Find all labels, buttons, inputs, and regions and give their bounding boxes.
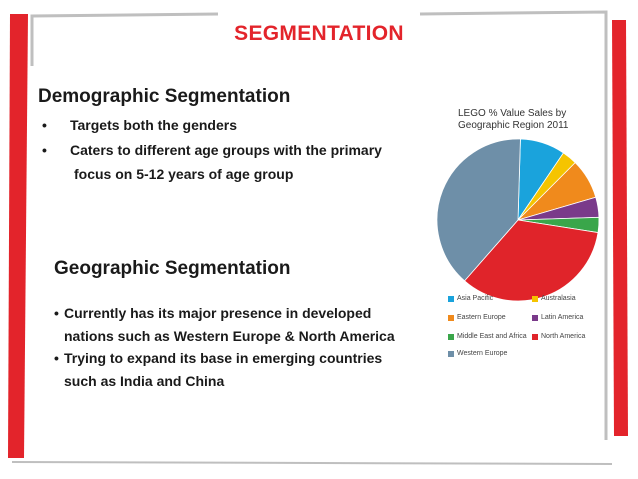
legend-item-asia-pacific xyxy=(448,295,493,302)
demographic-bullet-mark-2: • xyxy=(42,142,47,158)
legend-label: Latin America xyxy=(541,314,584,321)
chart-title-line-2: Geographic Region 2011 xyxy=(458,120,569,131)
chart-title-line-1: LEGO % Value Sales by xyxy=(458,108,567,119)
geographic-bullet-mark-1: • xyxy=(54,305,59,321)
legend-swatch xyxy=(448,334,454,340)
legend-item-latin-america xyxy=(532,314,583,321)
legend-label: Eastern Europe xyxy=(457,314,506,321)
demographic-bullet-2-cont: focus on 5-12 years of age group xyxy=(74,166,294,182)
legend-swatch xyxy=(448,351,454,357)
chart-title xyxy=(458,108,568,132)
legend-item-north-america xyxy=(532,333,585,340)
frame-top-left-red xyxy=(8,14,28,458)
geographic-bullet-1-cont: nations such as Western Europe & North America xyxy=(64,328,395,344)
demographic-heading: Demographic Segmentation xyxy=(38,86,291,107)
legend-label: Middle East and Africa xyxy=(457,333,527,340)
legend-label: Asia Pacific xyxy=(457,295,494,302)
pie-chart xyxy=(424,134,624,334)
legend-swatch xyxy=(532,296,538,302)
geographic-bullet-1: Currently has its major presence in developed xyxy=(64,305,372,321)
legend-label: Australasia xyxy=(541,295,576,302)
legend-item-middle-east-and-africa xyxy=(448,333,527,340)
geographic-bullet-mark-2: • xyxy=(54,350,59,366)
frame-bottom-gray xyxy=(12,462,612,464)
legend-swatch xyxy=(448,296,454,302)
slide-title: SEGMENTATION xyxy=(234,22,404,45)
legend-item-eastern-europe xyxy=(448,314,506,321)
geographic-heading: Geographic Segmentation xyxy=(54,258,291,279)
geographic-bullet-2-cont: such as India and China xyxy=(64,373,225,389)
demographic-bullet-mark-1: • xyxy=(42,117,47,133)
legend-label: Western Europe xyxy=(457,350,508,357)
legend-swatch xyxy=(532,334,538,340)
legend-label: North America xyxy=(541,333,586,340)
legend-item-australasia xyxy=(532,295,576,302)
geographic-bullet-2: Trying to expand its base in emerging countries xyxy=(64,350,383,366)
demographic-bullet-1: Targets both the genders xyxy=(70,117,237,133)
demographic-bullet-2: Caters to different age groups with the primary xyxy=(70,142,382,158)
legend-item-western-europe xyxy=(448,350,507,357)
legend-swatch xyxy=(448,315,454,321)
legend-swatch xyxy=(532,315,538,321)
